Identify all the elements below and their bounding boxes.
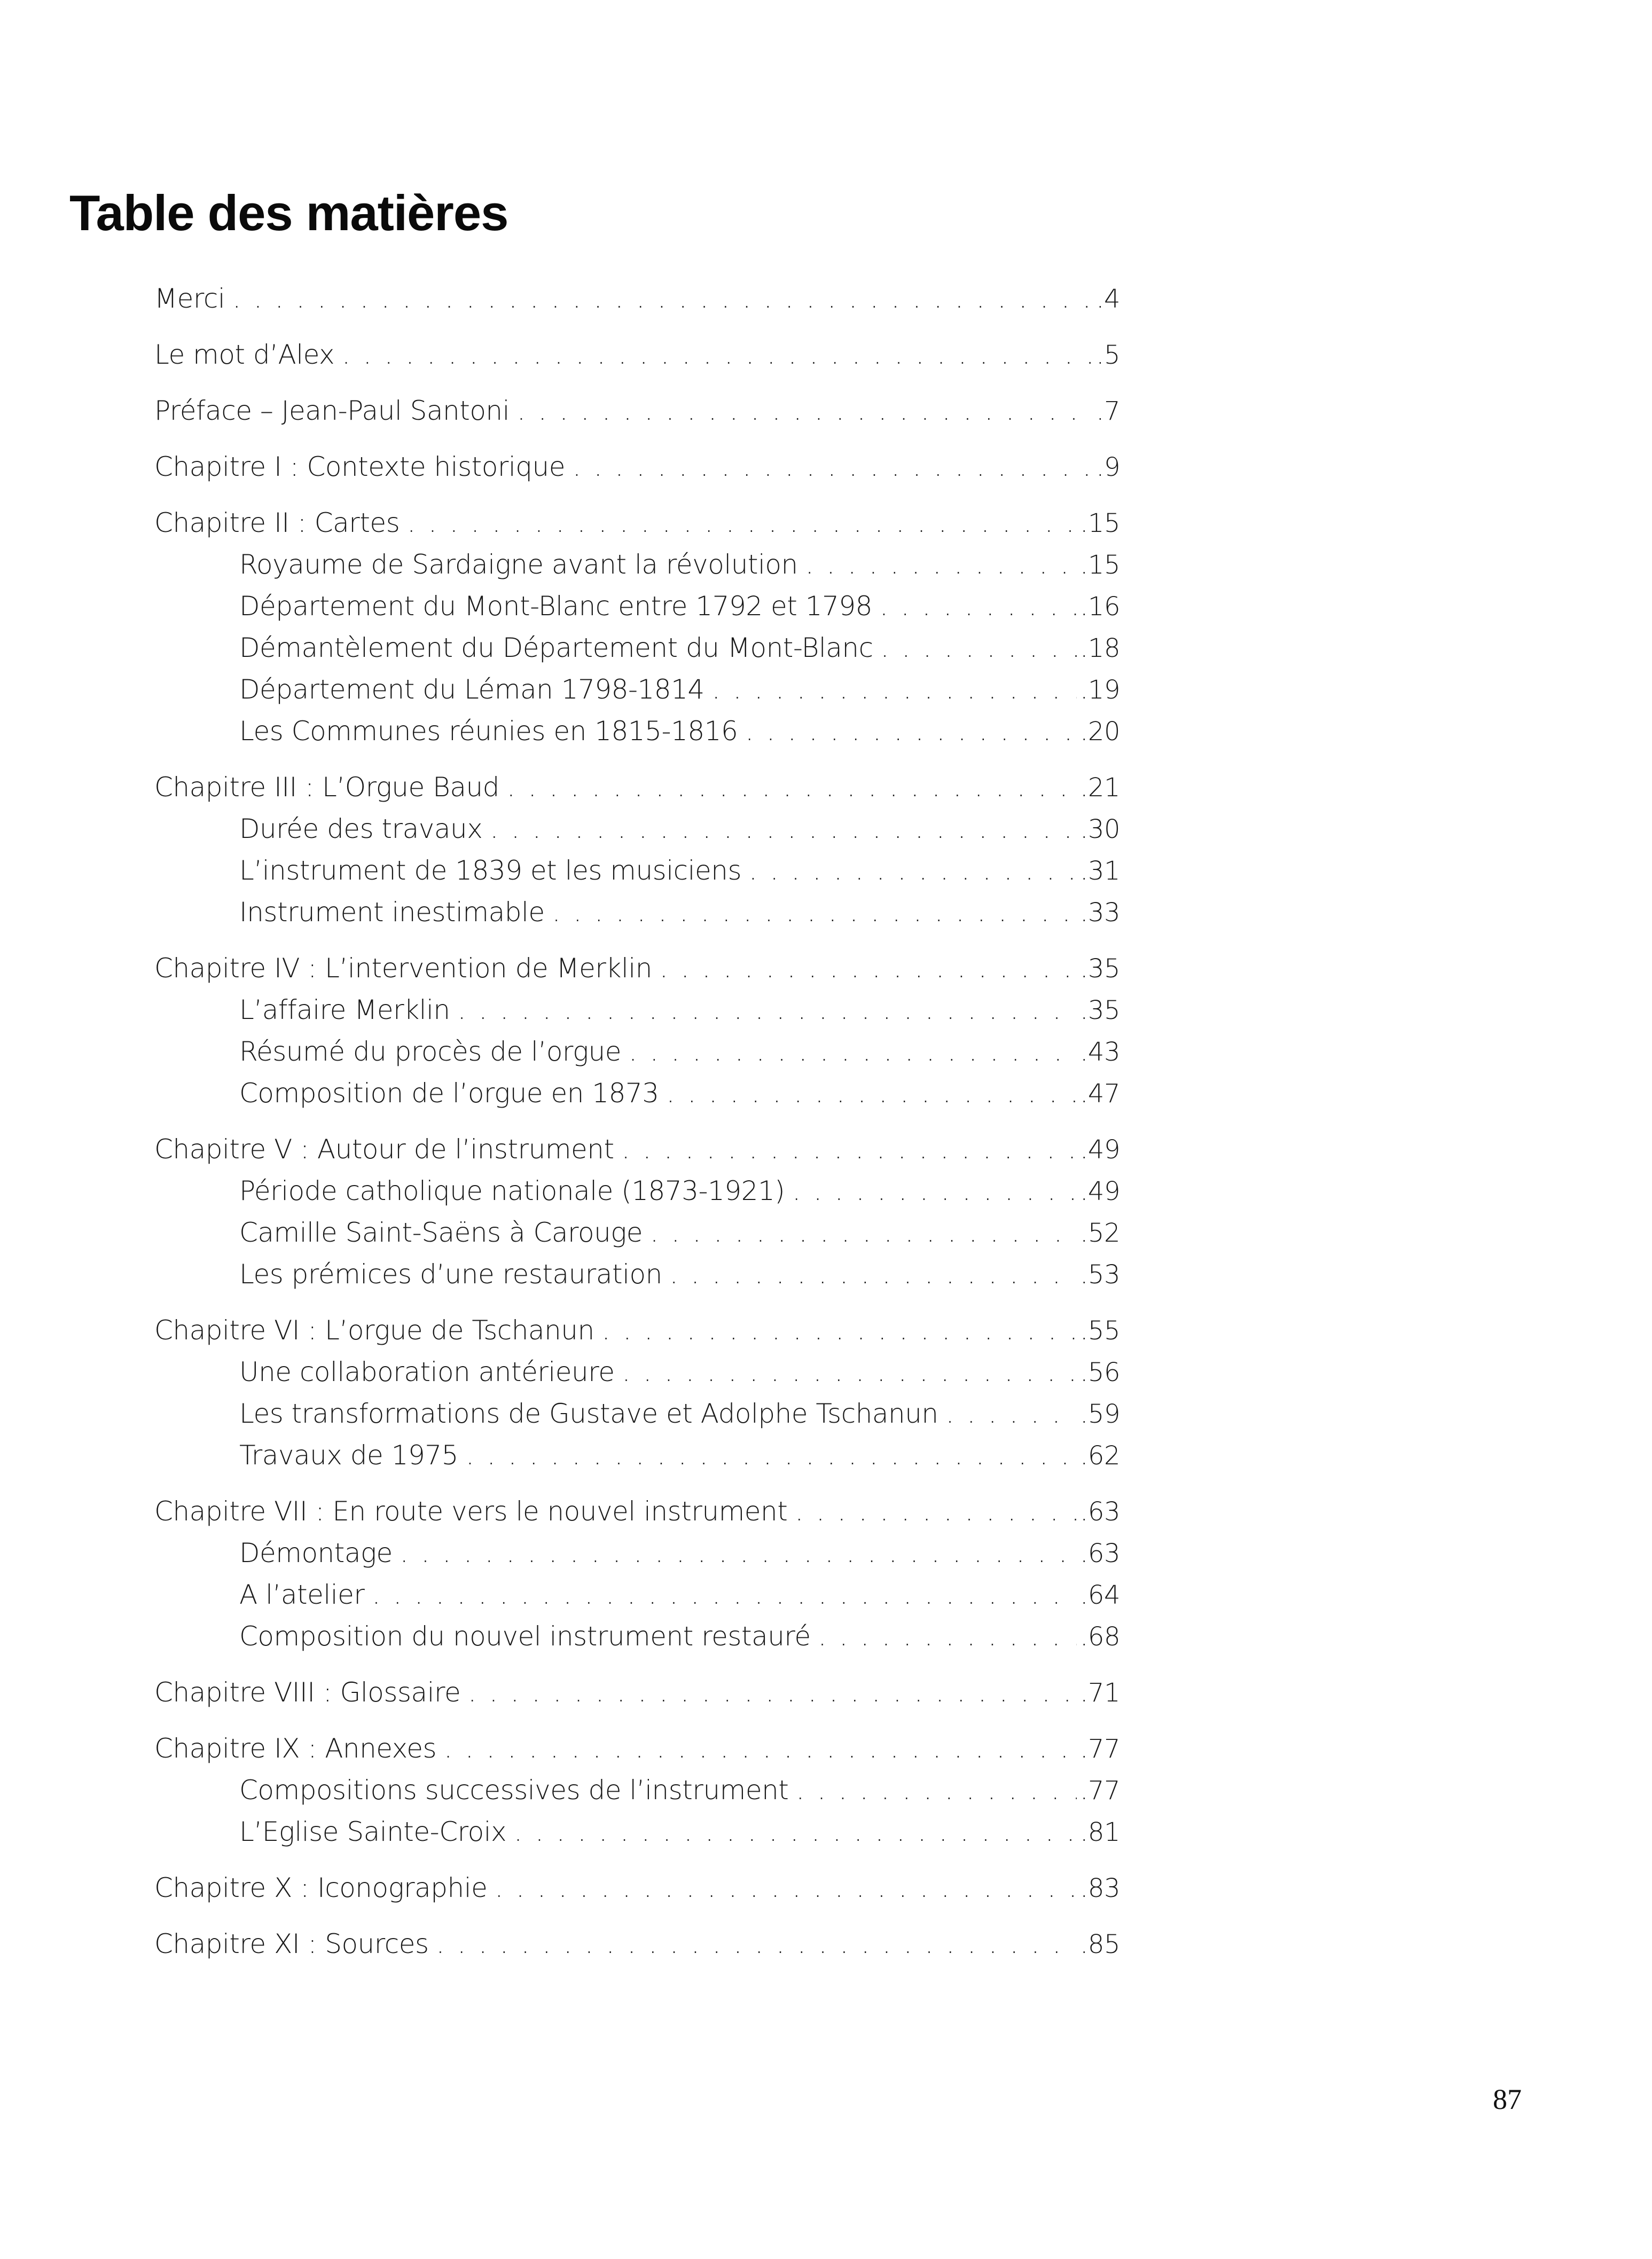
toc-entry-label: Instrument inestimable (239, 897, 545, 928)
toc-entry[interactable] (154, 451, 1120, 493)
toc-entry-page: .20 (1080, 717, 1120, 747)
dot-leader (805, 549, 1077, 580)
toc-entry-label: Composition de l’orgue en 1873 (239, 1078, 659, 1109)
toc-entry-page: .9 (1096, 452, 1120, 482)
toc-entry-page: .64 (1080, 1580, 1120, 1610)
toc-subentry[interactable] (154, 1078, 1120, 1119)
toc-entry-label: A l’atelier (239, 1579, 365, 1610)
toc-section (154, 1315, 1120, 1481)
dot-leader (400, 1538, 1077, 1568)
toc-entry-page: .63 (1080, 1497, 1120, 1527)
toc-entry-label: Les transformations de Gustave et Adolphe Tschanun (239, 1398, 938, 1429)
toc-section (154, 1677, 1120, 1719)
toc-section (154, 507, 1120, 757)
dot-leader (407, 507, 1077, 538)
dot-leader (507, 772, 1077, 803)
toc-subentry[interactable] (154, 1259, 1120, 1300)
toc-entry-label: Chapitre IV : L’intervention de Merklin (154, 953, 652, 984)
toc-subentry[interactable] (154, 716, 1120, 757)
toc-entry-label: Chapitre IX : Annexes (154, 1733, 437, 1764)
toc-subentry[interactable] (154, 1217, 1120, 1259)
toc-entry[interactable] (154, 1733, 1120, 1775)
dot-leader (670, 1259, 1077, 1290)
toc-entry-page: .59 (1080, 1399, 1120, 1429)
toc-section (154, 1134, 1120, 1300)
dot-leader (436, 1928, 1077, 1959)
toc-entry-label: L’instrument de 1839 et les musiciens (239, 855, 741, 886)
toc-entry[interactable] (154, 1315, 1120, 1356)
toc-subentry[interactable] (154, 994, 1120, 1036)
dot-leader (622, 1134, 1077, 1165)
toc-entry-page: .30 (1080, 814, 1120, 844)
toc-entry-page: .15 (1080, 508, 1120, 538)
toc-section (154, 1872, 1120, 1914)
toc-entry-label: Chapitre VIII : Glossaire (154, 1677, 461, 1708)
dot-leader (468, 1677, 1077, 1708)
toc-section (154, 1733, 1120, 1858)
toc-subentry[interactable] (154, 1398, 1120, 1440)
toc-entry-label: Démantèlement du Département du Mont-Blanc (239, 632, 873, 663)
toc-entry-label: Chapitre I : Contexte historique (154, 451, 565, 482)
toc-entry-page: .71 (1080, 1678, 1120, 1708)
toc-subentry[interactable] (154, 1816, 1120, 1858)
toc-subentry[interactable] (154, 1175, 1120, 1217)
dot-leader (495, 1872, 1077, 1903)
toc-entry[interactable] (154, 1134, 1120, 1175)
toc-entry-page: .62 (1080, 1441, 1120, 1471)
toc-entry-label: Durée des travaux (239, 813, 483, 844)
toc-entry-label: Chapitre V : Autour de l’instrument (154, 1134, 614, 1165)
toc-entry[interactable] (154, 953, 1120, 994)
toc-entry-label: Chapitre VI : L’orgue de Tschanun (154, 1315, 594, 1346)
toc-entry[interactable] (154, 1677, 1120, 1719)
toc-entry-page: .49 (1080, 1176, 1120, 1206)
dot-leader (796, 1775, 1077, 1806)
toc-entry-page: .5 (1096, 340, 1120, 370)
dot-leader (622, 1356, 1077, 1387)
toc-entry[interactable] (154, 507, 1120, 549)
toc-entry-page: .63 (1080, 1539, 1120, 1568)
toc-entry-label: Le mot d’Alex (154, 339, 335, 370)
dot-leader (552, 897, 1077, 928)
toc-entry-page: .7 (1096, 396, 1120, 426)
toc-entry-page: .18 (1080, 633, 1120, 663)
toc-entry-label: Royaume de Sardaigne avant la révolution (239, 549, 798, 580)
page-title: Table des matières (69, 185, 508, 241)
toc-section (154, 772, 1120, 938)
toc-entry-label: Chapitre X : Iconographie (154, 1872, 488, 1903)
toc-entry-label: Chapitre XI : Sources (154, 1928, 429, 1959)
toc-subentry[interactable] (154, 674, 1120, 716)
toc-subentry[interactable] (154, 1036, 1120, 1078)
dot-leader (880, 591, 1077, 622)
toc-entry-page: .19 (1080, 675, 1120, 705)
toc-entry-label: Chapitre II : Cartes (154, 507, 400, 538)
toc-entry[interactable] (154, 1872, 1120, 1914)
toc-entry-page: .83 (1080, 1873, 1120, 1903)
page-number: 87 (1493, 2083, 1522, 2115)
toc-entry-label: Compositions successives de l’instrument (239, 1775, 789, 1806)
toc-entry-page: .53 (1080, 1260, 1120, 1290)
toc-entry-label: L’Eglise Sainte-Croix (239, 1816, 507, 1847)
dot-leader (650, 1217, 1077, 1248)
dot-leader (232, 283, 1093, 314)
toc-subentry[interactable] (154, 1538, 1120, 1579)
toc-entry-page: .52 (1080, 1218, 1120, 1248)
toc-entry-label: Les Communes réunies en 1815-1816 (239, 716, 738, 747)
dot-leader (517, 395, 1093, 426)
toc-entry-page: .4 (1096, 284, 1120, 314)
toc-entry-label: Résumé du procès de l’orgue (239, 1036, 622, 1067)
dot-leader (466, 1440, 1077, 1471)
toc-entry-label: Une collaboration antérieure (239, 1356, 615, 1387)
dot-leader (795, 1496, 1077, 1527)
toc-section (154, 395, 1120, 437)
dot-leader (667, 1078, 1077, 1109)
dot-leader (444, 1733, 1077, 1764)
toc-entry-page: .16 (1080, 592, 1120, 622)
toc-entry-page: .47 (1080, 1079, 1120, 1109)
toc-subentry[interactable] (154, 897, 1120, 938)
dot-leader (749, 855, 1077, 886)
dot-leader (660, 953, 1077, 984)
dot-leader (490, 813, 1077, 844)
toc-entry[interactable] (154, 1496, 1120, 1538)
dot-leader (573, 451, 1093, 482)
toc-entry-label: Démontage (239, 1538, 393, 1568)
toc-subentry[interactable] (154, 813, 1120, 855)
toc-section (154, 451, 1120, 493)
toc-entry-page: .55 (1080, 1316, 1120, 1346)
toc-entry-label: Composition du nouvel instrument restauré (239, 1621, 811, 1652)
toc-entry-label: Période catholique nationale (1873-1921) (239, 1175, 785, 1206)
toc-entry-page: .77 (1080, 1776, 1120, 1806)
toc-subentry[interactable] (154, 1621, 1120, 1662)
toc-entry-label: Chapitre III : L’Orgue Baud (154, 772, 499, 803)
toc-entry-label: Département du Léman 1798-1814 (239, 674, 704, 705)
dot-leader (372, 1579, 1077, 1610)
dot-leader (712, 674, 1077, 705)
toc-entry-page: .49 (1080, 1135, 1120, 1165)
toc-entry-page: .85 (1080, 1929, 1120, 1959)
toc-entry-label: Camille Saint-Saëns à Carouge (239, 1217, 643, 1248)
dot-leader (881, 632, 1077, 663)
toc-entry[interactable] (154, 395, 1120, 437)
table-of-contents (154, 283, 1120, 1985)
toc-entry-page: .21 (1080, 773, 1120, 803)
toc-entry[interactable] (154, 283, 1120, 325)
toc-entry[interactable] (154, 772, 1120, 813)
toc-entry-label: Département du Mont-Blanc entre 1792 et 1798 (239, 591, 872, 622)
toc-entry[interactable] (154, 1928, 1120, 1970)
dot-leader (458, 994, 1077, 1025)
toc-entry-label: Travaux de 1975 (239, 1440, 458, 1471)
toc-subentry[interactable] (154, 1579, 1120, 1621)
toc-entry-page: .35 (1080, 995, 1120, 1025)
toc-entry-label: Merci (154, 283, 225, 314)
toc-entry-page: .33 (1080, 898, 1120, 928)
toc-entry-label: L’affaire Merklin (239, 994, 450, 1025)
toc-entry-page: .31 (1080, 856, 1120, 886)
toc-subentry[interactable] (154, 855, 1120, 897)
toc-section (154, 1496, 1120, 1662)
toc-section (154, 283, 1120, 325)
toc-subentry[interactable] (154, 1775, 1120, 1816)
toc-subentry[interactable] (154, 1440, 1120, 1481)
toc-entry-page: .35 (1080, 954, 1120, 984)
toc-subentry[interactable] (154, 591, 1120, 632)
dot-leader (792, 1175, 1077, 1206)
toc-subentry[interactable] (154, 549, 1120, 591)
toc-entry-label: Chapitre VII : En route vers le nouvel instrument (154, 1496, 788, 1527)
toc-entry-page: .15 (1080, 550, 1120, 580)
toc-subentry[interactable] (154, 1356, 1120, 1398)
dot-leader (602, 1315, 1077, 1346)
toc-entry-page: .81 (1080, 1817, 1120, 1847)
toc-subentry[interactable] (154, 632, 1120, 674)
toc-entry-page: .77 (1080, 1734, 1120, 1764)
toc-entry-label: Préface – Jean-Paul Santoni (154, 395, 510, 426)
toc-section (154, 1928, 1120, 1970)
toc-section (154, 339, 1120, 381)
toc-section (154, 953, 1120, 1119)
toc-entry-label: Les prémices d’une restauration (239, 1259, 662, 1290)
toc-entry-page: .43 (1080, 1037, 1120, 1067)
dot-leader (342, 339, 1093, 370)
dot-leader (745, 716, 1077, 747)
dot-leader (514, 1816, 1077, 1847)
dot-leader (818, 1621, 1077, 1652)
toc-entry-page: .56 (1080, 1358, 1120, 1387)
dot-leader (629, 1036, 1077, 1067)
dot-leader (946, 1398, 1077, 1429)
toc-entry[interactable] (154, 339, 1120, 381)
toc-entry-page: .68 (1080, 1622, 1120, 1652)
